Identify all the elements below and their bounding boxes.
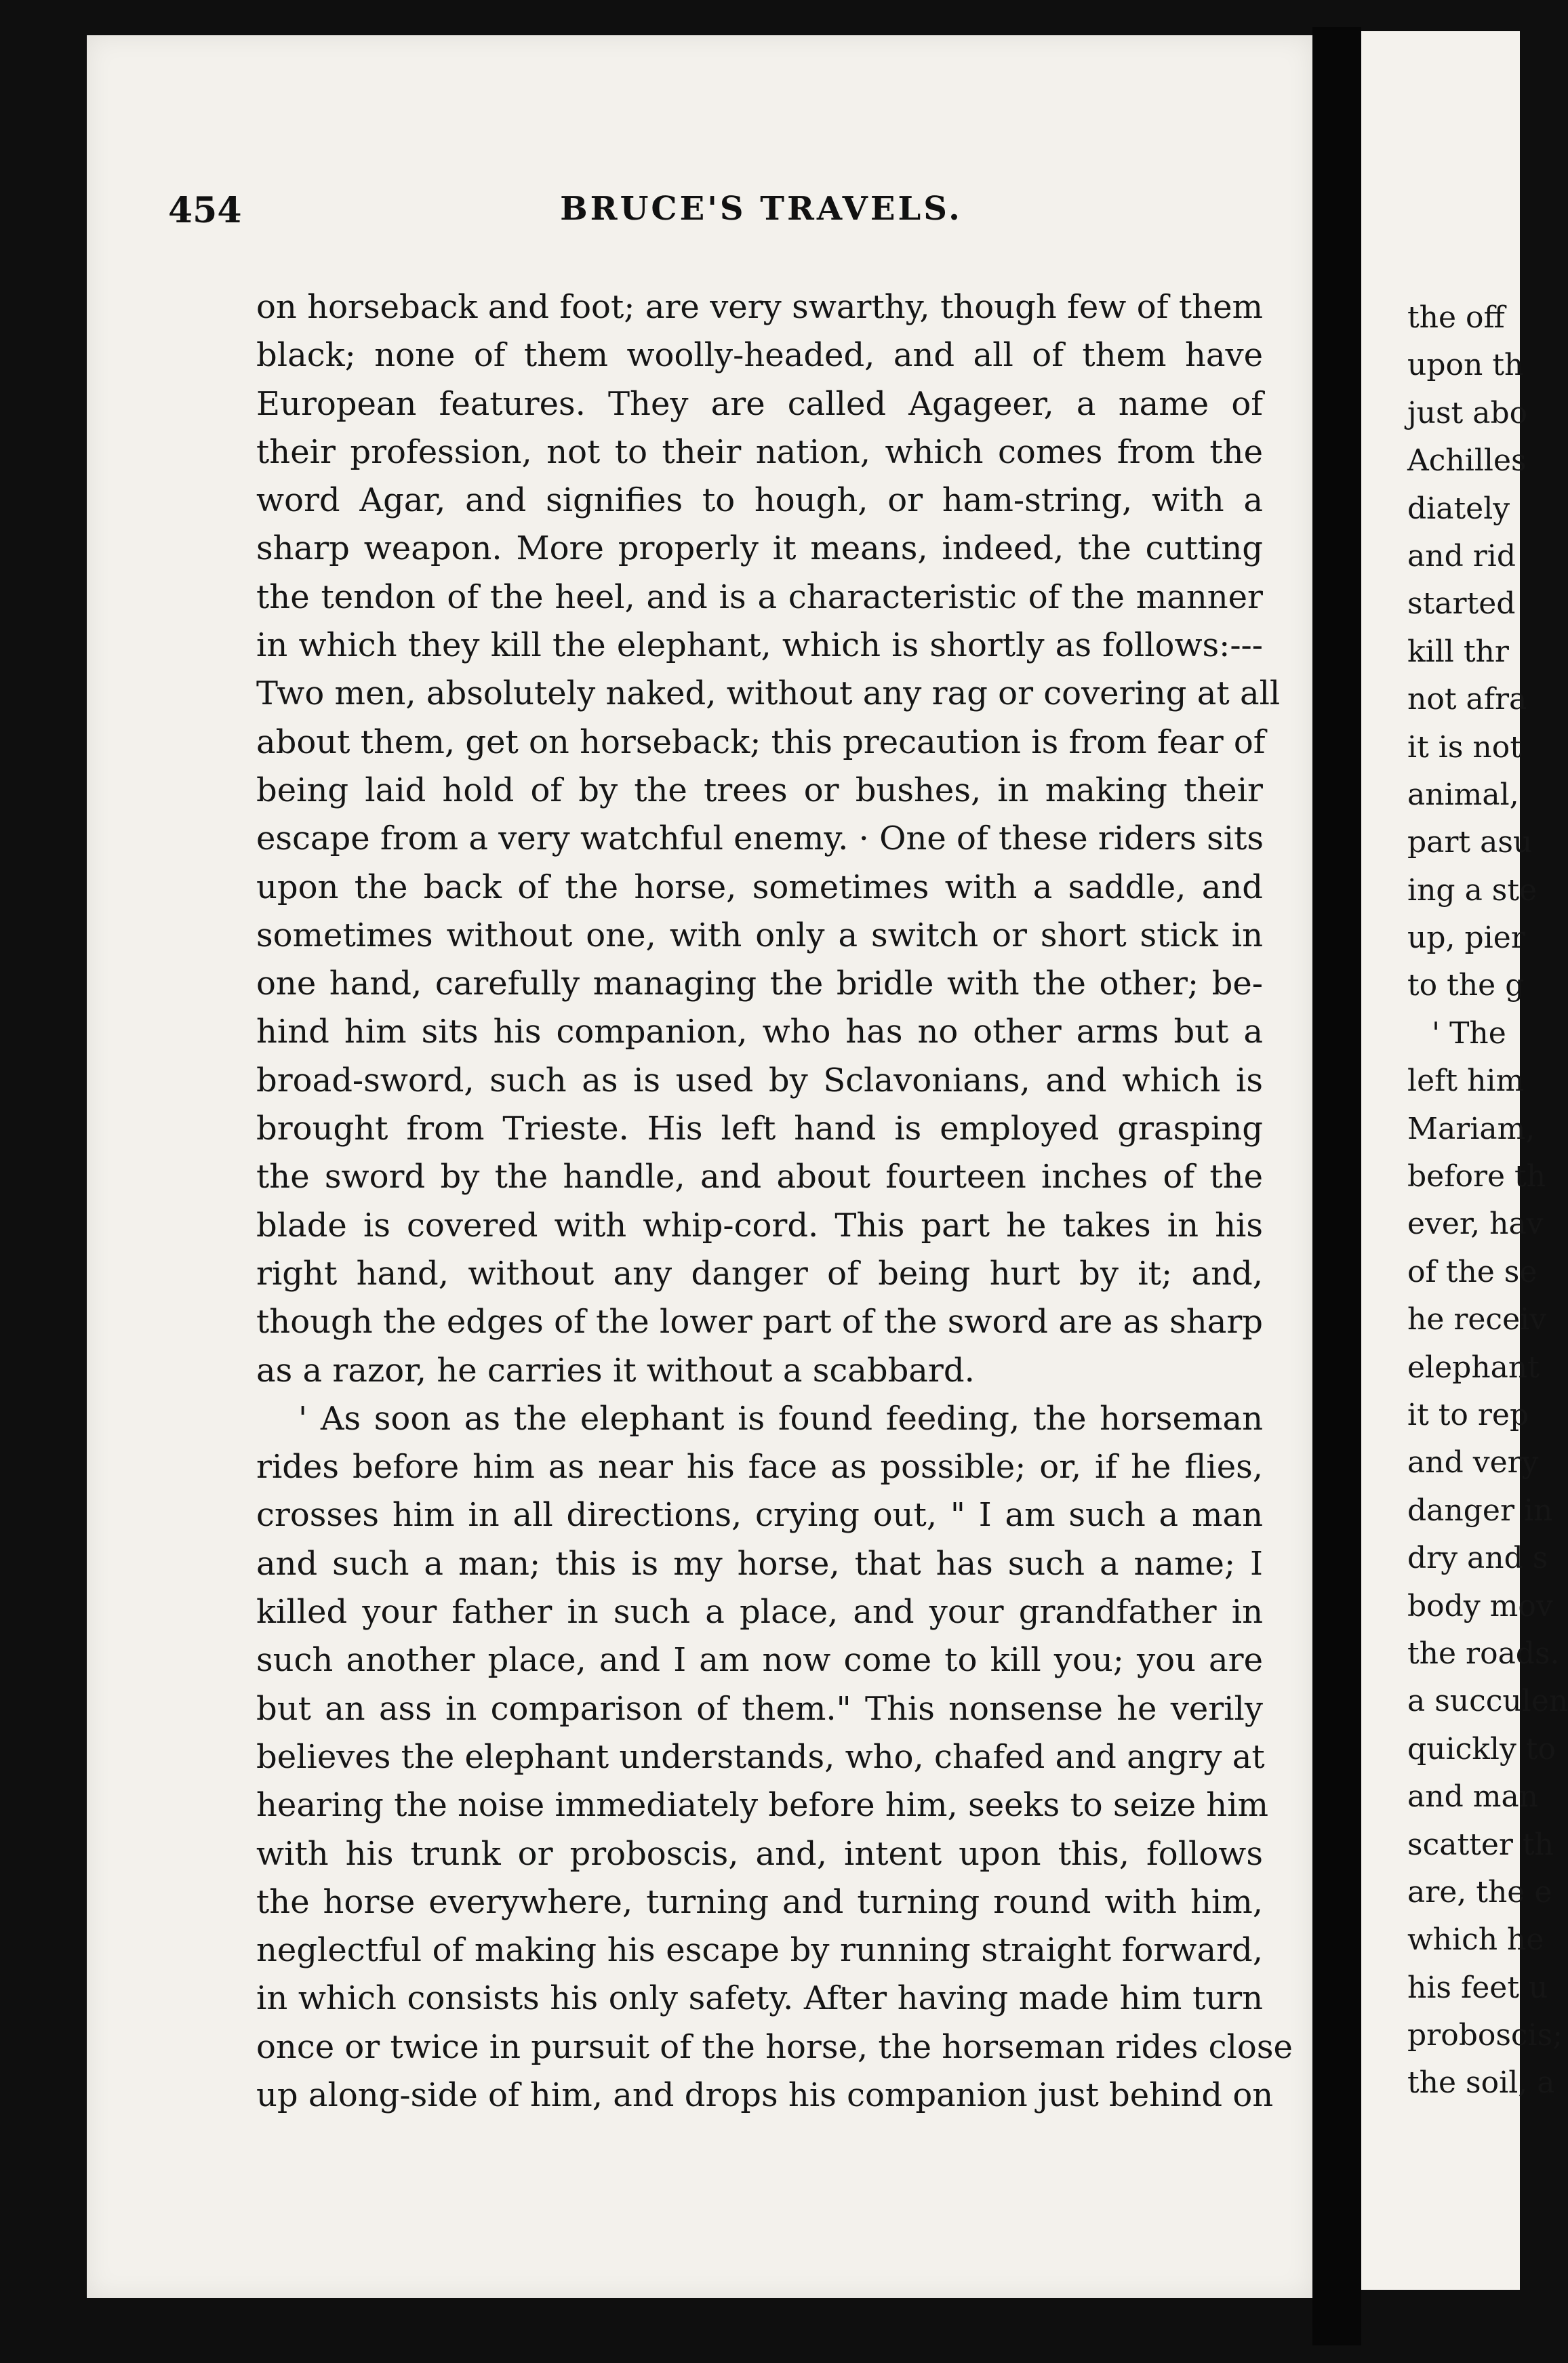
text-line: the tendon of the heel, and is a characteristic of the manner: [256, 578, 1263, 616]
text-line: upon the back of the horse, sometimes with a saddle, and: [256, 868, 1263, 906]
facing-text-line: a succulen: [1407, 1684, 1568, 1719]
facing-text-line: elephant: [1407, 1350, 1540, 1385]
facing-text-line: his feet u: [1407, 1970, 1548, 2005]
text-line: the sword by the handle, and about fourteen inches of the: [256, 1158, 1263, 1196]
text-line: escape from a very watchful enemy. · One of these riders sits: [256, 820, 1264, 858]
facing-text-line: it is not: [1407, 729, 1522, 765]
running-head: BRUCE'S TRAVELS.: [560, 190, 963, 228]
text-line: such another place, and I am now come to kill you; you are: [256, 1641, 1263, 1680]
text-line: their profession, not to their nation, which comes from the: [256, 432, 1263, 471]
facing-page: [1361, 31, 1568, 2290]
text-line: though the edges of the lower part of the sword are as sharp: [256, 1303, 1263, 1341]
text-line: crosses him in all directions, crying out, " I am such a man: [256, 1496, 1263, 1535]
facing-page-text: [1407, 294, 1568, 2107]
facing-text-line: ing a ste: [1407, 872, 1537, 908]
facing-text-line: up, pier: [1407, 921, 1525, 956]
text-line: the horse everywhere, turning and turning round with him,: [256, 1882, 1263, 1921]
text-line: neglectful of making his escape by running straight forward,: [256, 1931, 1263, 1970]
text-line: about them, get on horseback; this precaution is from fear of: [256, 723, 1266, 761]
text-line: with his trunk or proboscis, and, intent upon this, follows: [256, 1834, 1263, 1873]
text-line: black; none of them woolly-headed, and all of them have: [256, 336, 1263, 375]
facing-text-line: Achilles: [1407, 443, 1527, 479]
facing-text-line: started: [1407, 586, 1516, 622]
facing-text-line: upon th: [1407, 348, 1524, 383]
text-line: rides before him as near his face as possible; or, if he flies,: [256, 1448, 1263, 1487]
facing-text-line: left him: [1407, 1064, 1525, 1099]
text-line: sharp weapon. More properly it means, indeed, the cutting: [256, 529, 1263, 568]
facing-text-line: diately: [1407, 491, 1510, 526]
text-line: on horseback and foot; are very swarthy, though few of them: [256, 288, 1263, 326]
facing-text-line: ever, hav: [1407, 1207, 1544, 1242]
facing-text-line: the off: [1407, 300, 1505, 335]
text-line: being laid hold of by the trees or bushes, in making their: [256, 771, 1263, 809]
text-line: blade is covered with whip-cord. This part he takes in his: [256, 1206, 1263, 1245]
text-line: brought from Trieste. His left hand is employed grasping: [256, 1110, 1263, 1148]
text-line: sometimes without one, with only a switch or short stick in: [256, 916, 1263, 954]
facing-text-line: animal,: [1407, 777, 1519, 812]
facing-text-line: ' The: [1432, 1015, 1506, 1051]
facing-text-line: it to rep: [1407, 1397, 1529, 1432]
text-line: but an ass in comparison of them." This nonsense he verily: [256, 1689, 1263, 1728]
facing-text-line: scatter th: [1407, 1827, 1554, 1862]
text-line: broad-sword, such as is used by Sclavonians, and which is: [256, 1061, 1263, 1099]
text-line: Two men, absolutely naked, without any rag or covering at all: [256, 674, 1281, 713]
facing-text-line: and rid: [1407, 538, 1516, 573]
facing-text-line: just abo: [1407, 395, 1528, 430]
text-line: word Agar, and signifies to hough, or ham-string, with a: [256, 481, 1263, 520]
facing-text-line: and very: [1407, 1445, 1539, 1480]
facing-text-line: body mov: [1407, 1588, 1553, 1623]
facing-text-line: the soil, a: [1407, 2065, 1555, 2101]
facing-text-line: part asu: [1407, 825, 1533, 860]
book-gutter: [1312, 27, 1361, 2345]
facing-text-line: kill thr: [1407, 634, 1509, 669]
page-number: 454: [168, 190, 242, 231]
facing-text-line: are, the e: [1407, 1874, 1552, 1910]
facing-text-line: Mariam,: [1407, 1111, 1535, 1146]
text-line: ' As soon as the elephant is found feeding, the horseman: [298, 1399, 1263, 1438]
facing-text-line: to the g: [1407, 968, 1525, 1003]
text-line: as a razor, he carries it without a scabbard.: [256, 1351, 975, 1390]
text-line: in which consists his only safety. After having made him turn: [256, 1979, 1263, 2018]
text-line: right hand, without any danger of being hurt by it; and,: [256, 1254, 1263, 1293]
facing-text-line: proboscis;: [1407, 2018, 1563, 2053]
text-line: up along-side of him, and drops his companion just behind on: [256, 2076, 1274, 2114]
text-line: believes the elephant understands, who, chafed and angry at: [256, 1737, 1265, 1776]
text-line: hearing the noise immediately before him, seeks to seize him: [256, 1786, 1269, 1825]
body-text: [256, 283, 1293, 2120]
text-line: in which they kill the elephant, which is shortly as follows:---: [256, 626, 1263, 665]
page-header: [168, 190, 1253, 244]
facing-text-line: of the se: [1407, 1254, 1537, 1289]
text-line: European features. They are called Agageer, a name of: [256, 384, 1263, 423]
facing-text-line: he receiv: [1407, 1302, 1547, 1337]
facing-text-line: which he: [1407, 1922, 1544, 1958]
facing-text-line: the roads.: [1407, 1636, 1560, 1671]
facing-text-line: before th: [1407, 1159, 1546, 1194]
text-line: and such a man; this is my horse, that has such a name; I: [256, 1544, 1263, 1583]
text-line: one hand, carefully managing the bridle with the other; be-: [256, 965, 1263, 1003]
text-line: once or twice in pursuit of the horse, the horseman rides close: [256, 2027, 1293, 2066]
facing-text-line: and man: [1407, 1779, 1539, 1815]
facing-text-line: dry and s: [1407, 1541, 1548, 1576]
facing-text-line: quickly to: [1407, 1731, 1556, 1766]
facing-text-line: danger in: [1407, 1493, 1553, 1528]
facing-text-line: not afra: [1407, 682, 1527, 717]
text-line: killed your father in such a place, and your grandfather in: [256, 1593, 1263, 1632]
text-line: hind him sits his companion, who has no other arms but a: [256, 1013, 1263, 1051]
